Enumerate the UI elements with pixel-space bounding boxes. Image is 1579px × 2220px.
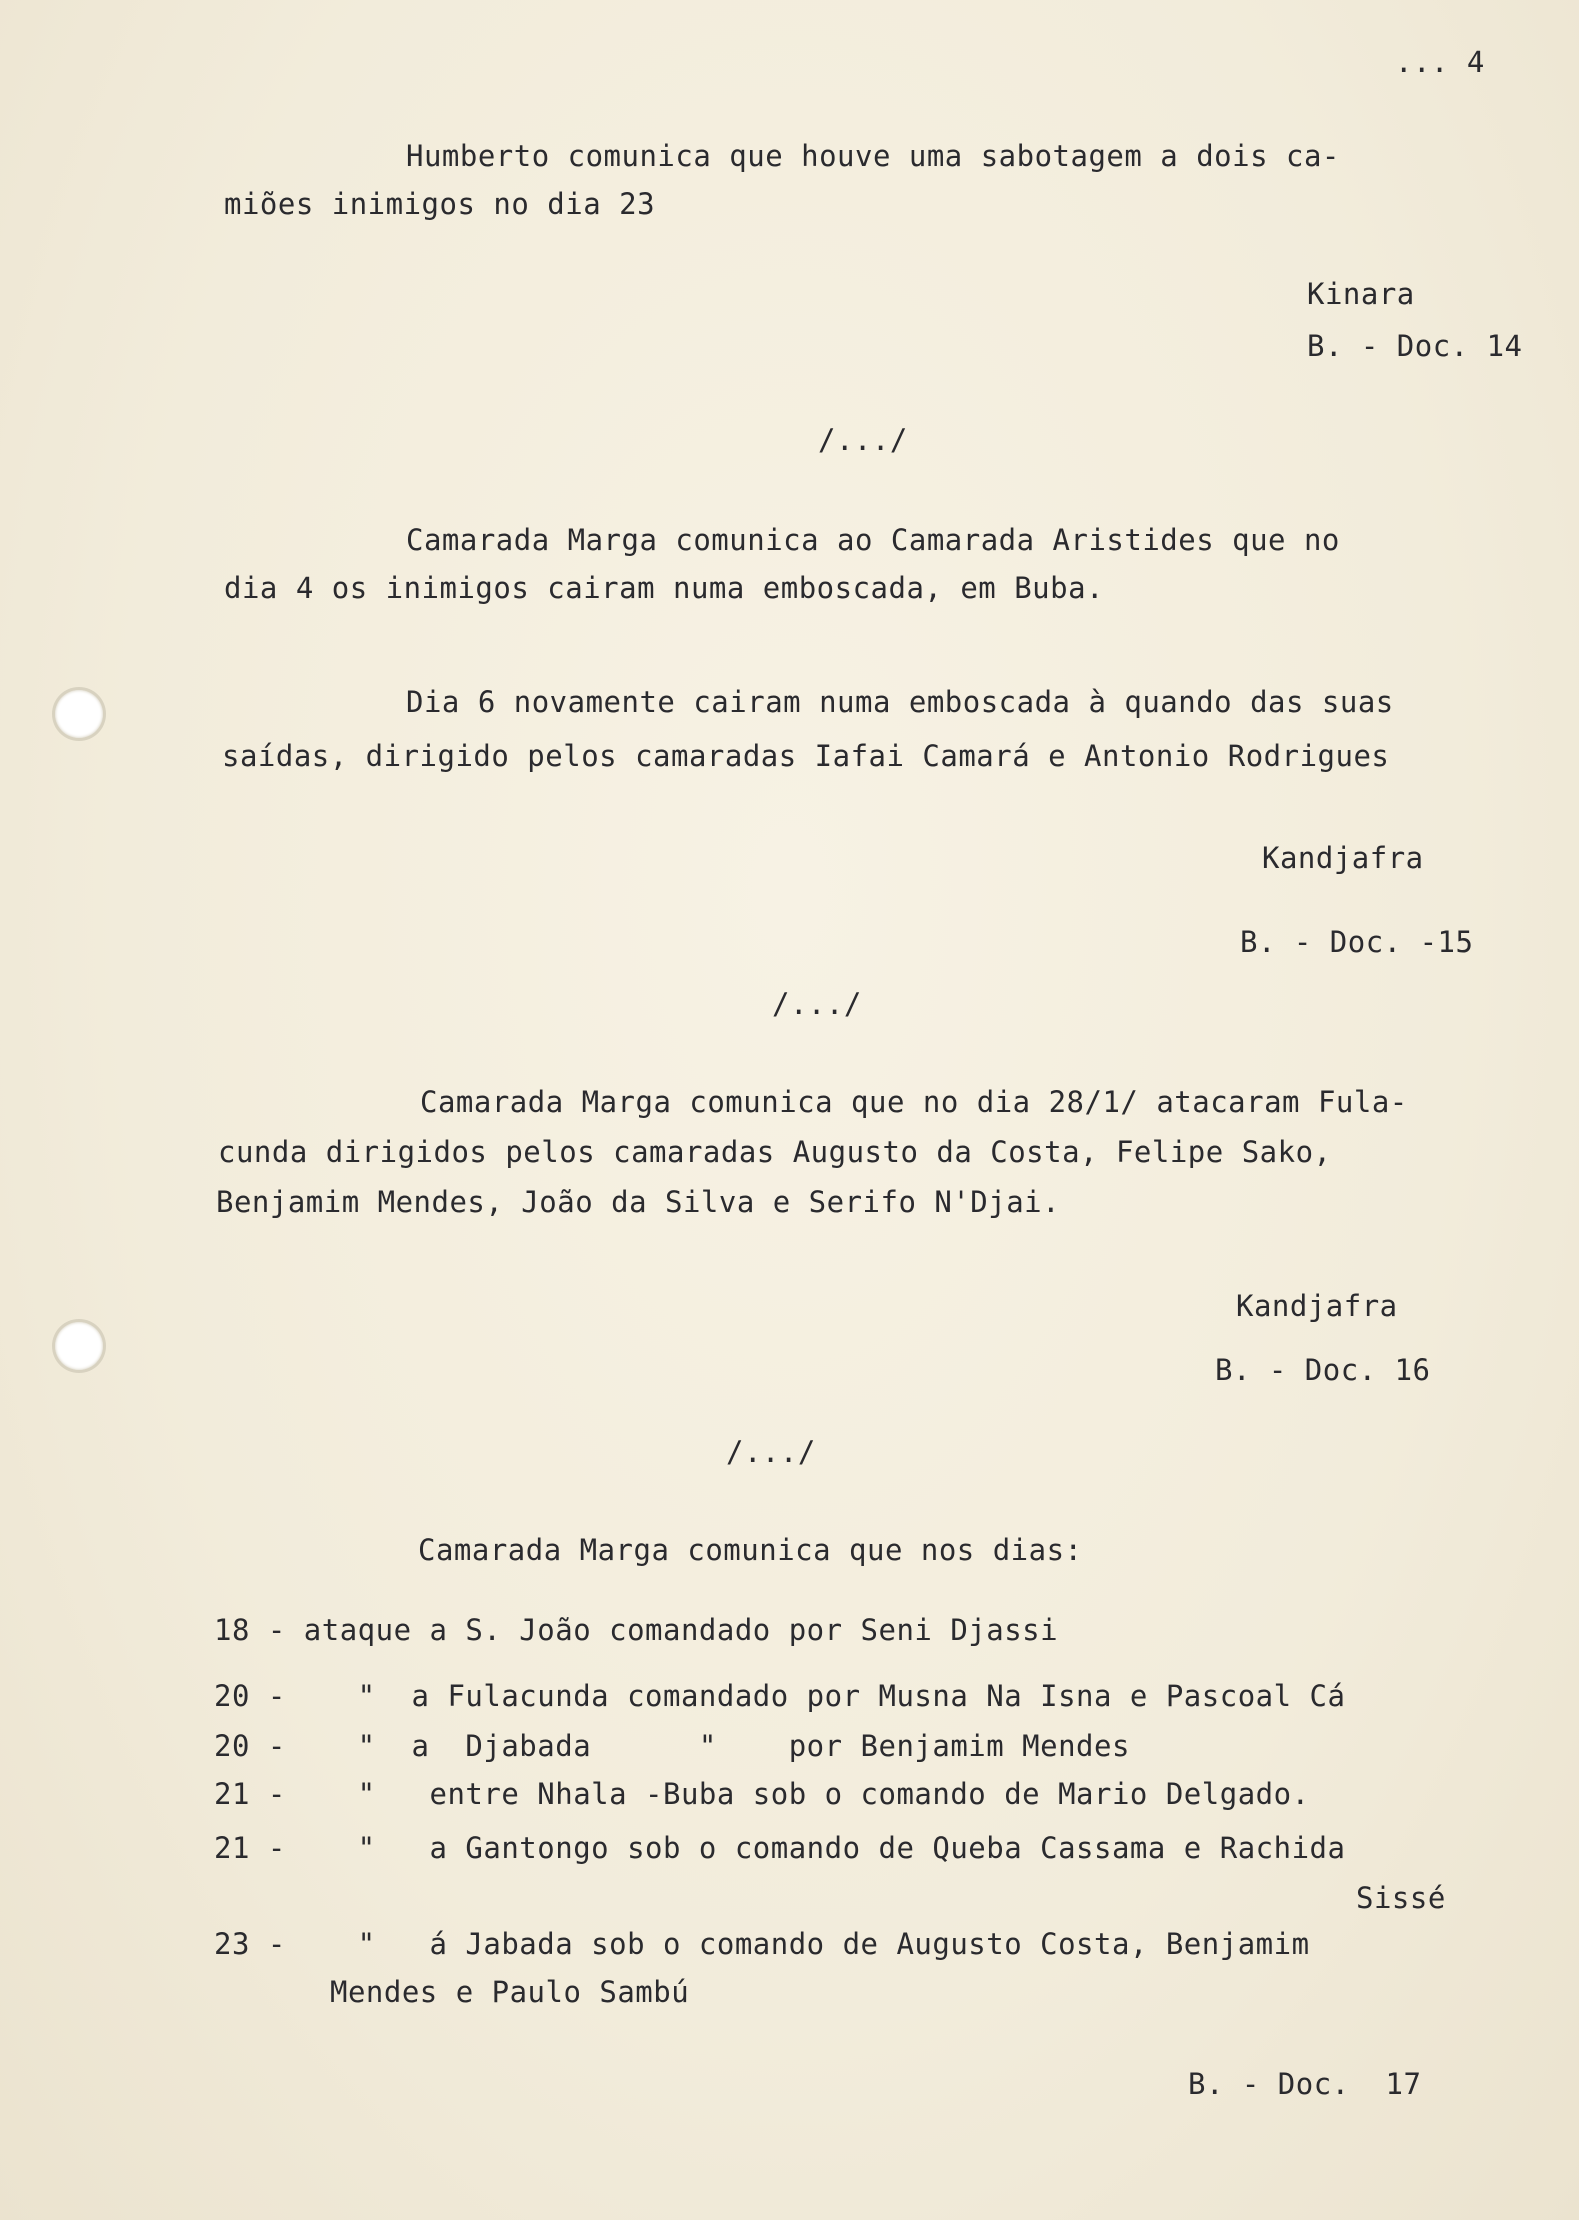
block3-place: Kandjafra [1236,1289,1398,1323]
section-separator: /.../ [772,987,862,1021]
block3-reference: B. - Doc. 16 [1215,1353,1431,1387]
block1-line1: Humberto comunica que houve uma sabotagem a dois ca- [406,139,1340,173]
list-item-continuation: Mendes e Paulo Sambú [330,1975,690,2009]
block2-place: Kandjafra [1262,841,1424,875]
block3-line3: Benjamim Mendes, João da Silva e Serifo N'Djai. [216,1185,1061,1219]
list-item: 20 - " a Fulacunda comandado por Musna Na Isna e Pascoal Cá [214,1679,1346,1713]
list-item-continuation: Sissé [1356,1881,1446,1915]
block2-para2-line1: Dia 6 novamente cairam numa emboscada à quando das suas [406,685,1394,719]
list-item: 20 - " a Djabada " por Benjamim Mendes [214,1729,1130,1763]
list-item: 23 - " á Jabada sob o comando de Augusto Costa, Benjamim [214,1927,1310,1961]
list-item: 21 - " entre Nhala -Buba sob o comando de Mario Delgado. [214,1777,1310,1811]
block1-reference: B. - Doc. 14 [1307,329,1523,363]
punch-hole-bottom [55,1322,103,1370]
block4-intro: Camarada Marga comunica que nos dias: [418,1533,1083,1567]
list-item: 21 - " a Gantongo sob o comando de Queba Cassama e Rachida [214,1831,1346,1865]
block1-place: Kinara [1307,277,1415,311]
block2-para1-line2: dia 4 os inimigos cairam numa emboscada, em Buba. [224,571,1105,605]
list-item: 18 - ataque a S. João comandado por Seni Djassi [214,1613,1059,1647]
section-separator: /.../ [726,1435,816,1469]
block3-line2: cunda dirigidos pelos camaradas Augusto da Costa, Felipe Sako, [218,1135,1332,1169]
block1-line2: miões inimigos no dia 23 [224,187,656,221]
block2-para1-line1: Camarada Marga comunica ao Camarada Aristides que no [406,523,1340,557]
block3-line1: Camarada Marga comunica que no dia 28/1/ atacaram Fula- [420,1085,1408,1119]
punch-hole-top [55,690,103,738]
block2-para2-line2: saídas, dirigido pelos camaradas Iafai Camará e Antonio Rodrigues [222,739,1390,773]
block2-reference: B. - Doc. -15 [1240,925,1474,959]
section-separator: /.../ [818,423,908,457]
page-number: ... 4 [1395,45,1485,79]
block4-reference: B. - Doc. 17 [1188,2067,1422,2101]
